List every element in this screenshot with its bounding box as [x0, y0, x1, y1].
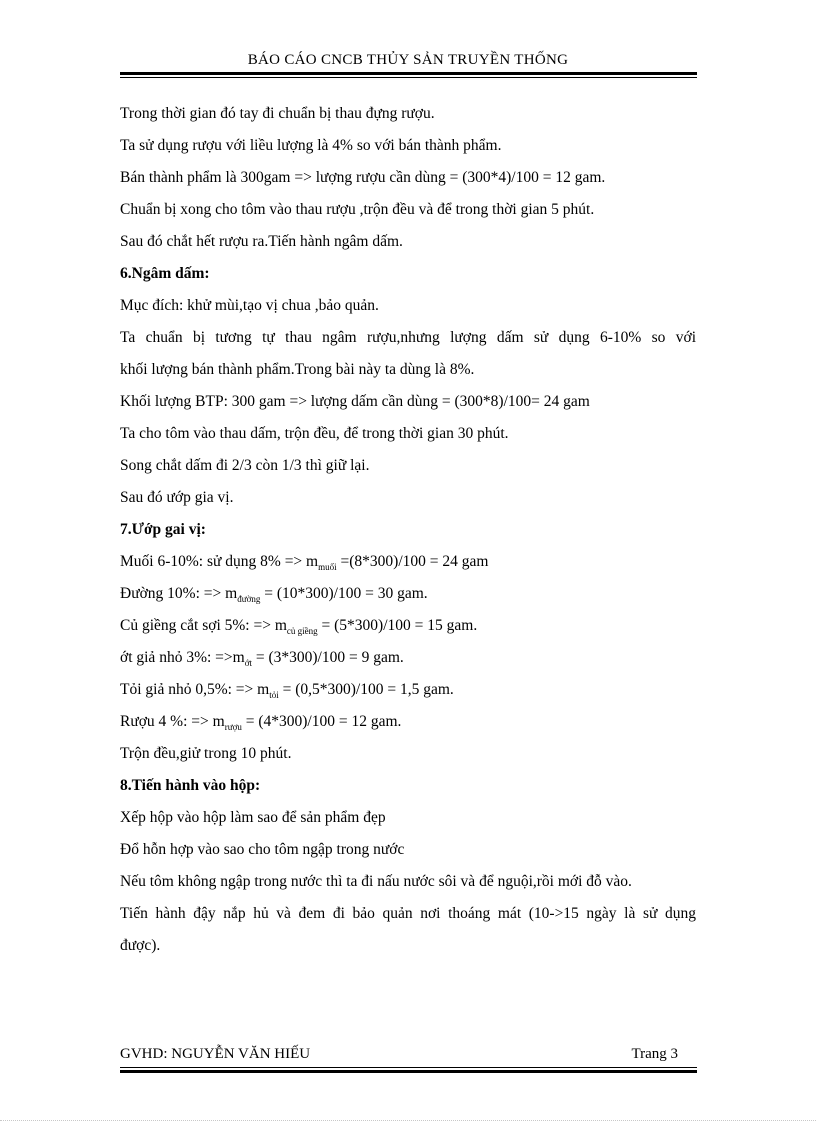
formula-text: = (3*300)/100 = 9 gam. — [251, 649, 404, 666]
footer — [120, 1046, 696, 1063]
formula-line-ruou — [120, 708, 696, 740]
formula-line-ot — [120, 644, 696, 676]
section-heading-uop-gia-vi: 7.Ướp gai vị: — [120, 521, 206, 538]
paragraph-line: Bán thành phẩm là 300gam => lượng rượu cần dùng = (300*4)/100 = 12 gam. — [120, 169, 606, 186]
section-heading-ngam-dam: 6.Ngâm dấm: — [120, 265, 210, 282]
paragraph-line: Ta chuẩn bị tương tự thau ngâm rượu,nhưng lượng dấm sử dụng 6-10% so với — [120, 329, 696, 346]
formula-subscript: củ giềng — [286, 626, 318, 636]
footer-instructor: GVHD: NGUYỄN VĂN HIẾU — [120, 1046, 311, 1062]
formula-text: = (4*300)/100 = 12 gam. — [241, 713, 402, 730]
formula-text: Muối 6-10%: sử dụng 8% => m — [120, 553, 319, 570]
formula-text: = (5*300)/100 = 15 gam. — [317, 617, 478, 634]
formula-text: Củ giềng cắt sợi 5%: => m — [120, 617, 287, 634]
paragraph-line: Sau đó chắt hết rượu ra.Tiến hành ngâm dấm. — [120, 233, 403, 250]
formula-text: = (0,5*300)/100 = 1,5 gam. — [278, 681, 454, 698]
footer-rule-thick — [120, 1070, 697, 1073]
formula-text: Rượu 4 %: => m — [120, 713, 225, 730]
paragraph-line: Nếu tôm không ngập trong nước thì ta đi nấu nước sôi và để nguội,rồi mới đỗ vào. — [120, 873, 632, 890]
formula-subscript: ớt — [244, 658, 252, 668]
formula-text: = (10*300)/100 = 30 gam. — [260, 585, 428, 602]
paragraph-line: Xếp hộp vào hộp làm sao để sản phẩm đẹp — [120, 809, 386, 826]
paragraph-line: Tiến hành đậy nắp hủ và đem đi bảo quản nơi thoáng mát (10->15 ngày là sử dụng — [120, 905, 696, 922]
formula-line-duong — [120, 580, 696, 612]
header-rule-thick — [120, 72, 697, 75]
formula-text: =(8*300)/100 = 24 gam — [336, 553, 489, 570]
formula-text: ớt giả nhỏ 3%: =>m — [120, 649, 245, 666]
paragraph-line: Song chắt dấm đi 2/3 còn 1/3 thì giữ lại. — [120, 457, 370, 474]
paragraph-line: Ta cho tôm vào thau dấm, trộn đều, để trong thời gian 30 phút. — [120, 425, 509, 442]
formula-subscript: đường — [237, 594, 261, 604]
section-heading-vao-hop: 8.Tiến hành vào hộp: — [120, 777, 261, 794]
formula-line-cu-giêng — [120, 612, 696, 644]
formula-subscript: muối — [318, 562, 337, 572]
formula-line-toi — [120, 676, 696, 708]
formula-text: Đường 10%: => m — [120, 585, 238, 602]
formula-text: Tỏi giả nhỏ 0,5%: => m — [120, 681, 270, 698]
paragraph-line: khối lượng bán thành phẩm.Trong bài này ta dùng là 8%. — [120, 361, 475, 378]
formula-line-muoi — [120, 548, 696, 580]
formula-subscript: rượu — [224, 722, 242, 732]
header-title: BÁO CÁO CNCB THỦY SẢN TRUYỀN THỐNG — [247, 52, 569, 68]
formula-subscript: tỏi — [269, 690, 279, 700]
paragraph-line: Chuẩn bị xong cho tôm vào thau rượu ,trộn đều và để trong thời gian 5 phút. — [120, 201, 595, 218]
document-body — [120, 100, 696, 964]
page-edge-divider — [0, 1120, 816, 1121]
footer-page-number: Trang 3 — [631, 1046, 678, 1062]
paragraph-line: được). — [120, 937, 161, 954]
header-rule-thin — [120, 77, 697, 78]
paragraph-line: Trong thời gian đó tay đi chuẩn bị thau đựng rượu. — [120, 105, 435, 122]
paragraph-line: Khối lượng BTP: 300 gam => lượng dấm cần dùng = (300*8)/100= 24 gam — [120, 393, 590, 410]
paragraph-line: Trộn đều,giử trong 10 phút. — [120, 745, 292, 762]
paragraph-line: Ta sử dụng rượu với liều lượng là 4% so với bán thành phẩm. — [120, 137, 502, 154]
paragraph-line: Đổ hỗn hợp vào sao cho tôm ngập trong nước — [120, 841, 405, 858]
paragraph-line: Mục đích: khử mùi,tạo vị chua ,bảo quản. — [120, 297, 379, 314]
paragraph-line: Sau đó ướp gia vị. — [120, 489, 234, 506]
footer-rule-thin — [120, 1067, 697, 1068]
